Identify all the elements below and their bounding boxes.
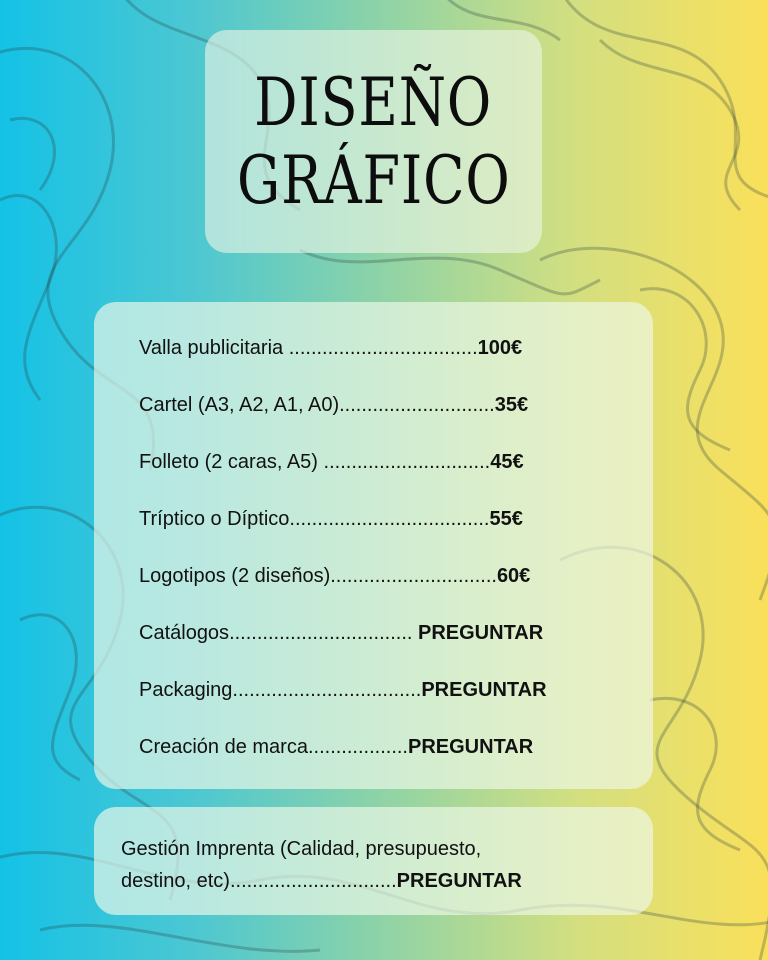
price-row-label: Valla publicitaria: [139, 337, 289, 359]
price-row-cartel: [139, 393, 528, 417]
price-row-dots: ..............................: [330, 565, 497, 587]
price-row-label: Folleto (2 caras, A5): [139, 451, 324, 473]
price-row-label: Packaging: [139, 679, 233, 701]
price-row-label: Cartel (A3, A2, A1, A0): [139, 394, 340, 416]
price-row-dots: ..................................: [288, 337, 478, 359]
print-service-dots: ..............................: [229, 870, 397, 892]
print-service-line-2: [121, 865, 522, 897]
price-row-price: 35€: [494, 394, 529, 416]
price-row-valla: [139, 336, 522, 360]
price-row-label: Logotipos (2 diseños): [139, 565, 331, 587]
price-row-dots: ..................................: [232, 679, 422, 701]
price-row-dots: ....................................: [289, 508, 490, 530]
print-service-text: [121, 833, 522, 897]
price-row-dots: .................................: [229, 622, 418, 644]
print-service-line-1: Gestión Imprenta (Calidad, presupuesto,: [121, 838, 482, 860]
price-list-card: [94, 302, 653, 789]
price-row-price: PREGUNTAR: [421, 679, 547, 701]
price-row-price: 60€: [496, 565, 531, 587]
price-row-price: PREGUNTAR: [418, 622, 544, 644]
title-line-2: GRÁFICO: [236, 141, 511, 219]
print-service-card: [94, 807, 653, 915]
price-row-dots: ..............................: [323, 451, 491, 473]
price-row-creacion-marca: [139, 735, 533, 759]
price-row-price: PREGUNTAR: [408, 736, 534, 758]
price-row-triptico: [139, 507, 523, 531]
price-row-price: 100€: [477, 337, 523, 359]
price-row-label: Catálogos: [139, 622, 230, 644]
price-row-price: 45€: [490, 451, 524, 473]
price-row-logotipos: [139, 564, 530, 588]
price-row-label: Tríptico o Díptico: [139, 508, 290, 530]
print-service-label: destino, etc): [121, 870, 230, 892]
price-row-price: 55€: [489, 508, 523, 530]
print-service-price: PREGUNTAR: [396, 870, 522, 892]
price-row-label: Creación de marca: [139, 736, 308, 758]
price-row-packaging: [139, 678, 547, 702]
price-row-catalogos: [139, 621, 543, 645]
price-row-dots: ............................: [339, 394, 495, 416]
price-row-folleto: [139, 450, 524, 474]
title-line-1: DISEÑO: [254, 63, 493, 141]
price-row-dots: ..................: [307, 736, 408, 758]
title-card: [205, 30, 542, 253]
